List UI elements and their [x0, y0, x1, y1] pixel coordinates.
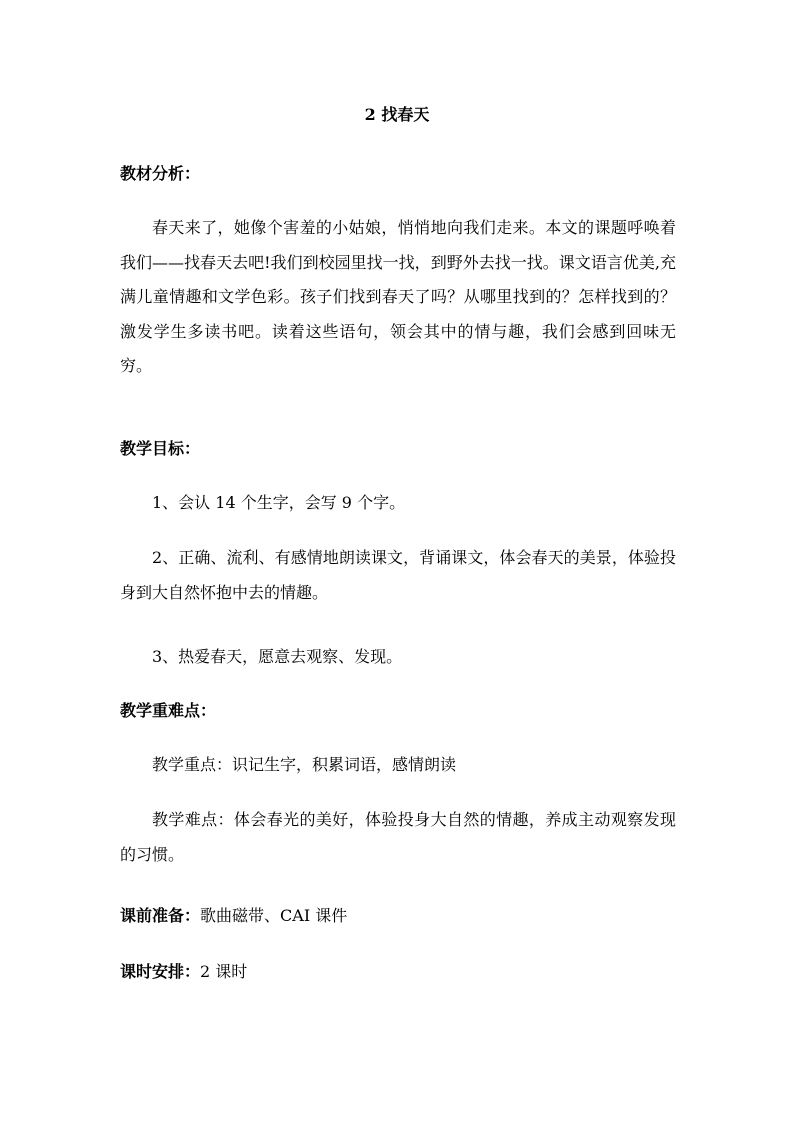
teaching-difficulty: 教学难点：体会春光的美好，体验投身大自然的情趣，养成主动观察发现的习惯。	[120, 810, 676, 864]
key-points-heading: 教学重难点：	[120, 701, 217, 720]
goals-heading: 教学目标：	[120, 439, 201, 458]
preparation-label: 课前准备：	[120, 906, 201, 925]
document-title: 2 找春天	[364, 105, 430, 124]
goal-item: 2、正确、流利、有感情地朗读课文，背诵课文，体会春天的美景，体验投身到大自然怀抱中去的情趣。	[120, 548, 676, 602]
goal-item: 3、热爱春天，愿意去观察、发现。	[152, 647, 403, 666]
teaching-focus: 教学重点：识记生字，积累词语，感情朗读	[152, 755, 457, 774]
analysis-heading: 教材分析：	[120, 164, 201, 183]
preparation-value: 歌曲磁带、CAI 课件	[200, 906, 348, 925]
analysis-paragraph: 春天来了，她像个害羞的小姑娘，悄悄地向我们走来。本文的课题呼唤着我们——找春天去吧!我们到校园里找一找，到野外去找一找。课文语言优美,充满儿童情趣和文学色彩。孩子们找到春天了吗？从哪里找到的？怎样找到的？激发学生多读书吧。读着这些语句，领会其中的情与趣，我们会感到回味无穷。	[120, 218, 676, 375]
schedule-label: 课时安排：	[120, 962, 201, 981]
preparation-line	[120, 904, 347, 928]
schedule-line	[120, 960, 247, 984]
schedule-value: 2 课时	[200, 962, 248, 981]
goal-item: 1、会认 14 个生字，会写 9 个字。	[152, 493, 406, 512]
